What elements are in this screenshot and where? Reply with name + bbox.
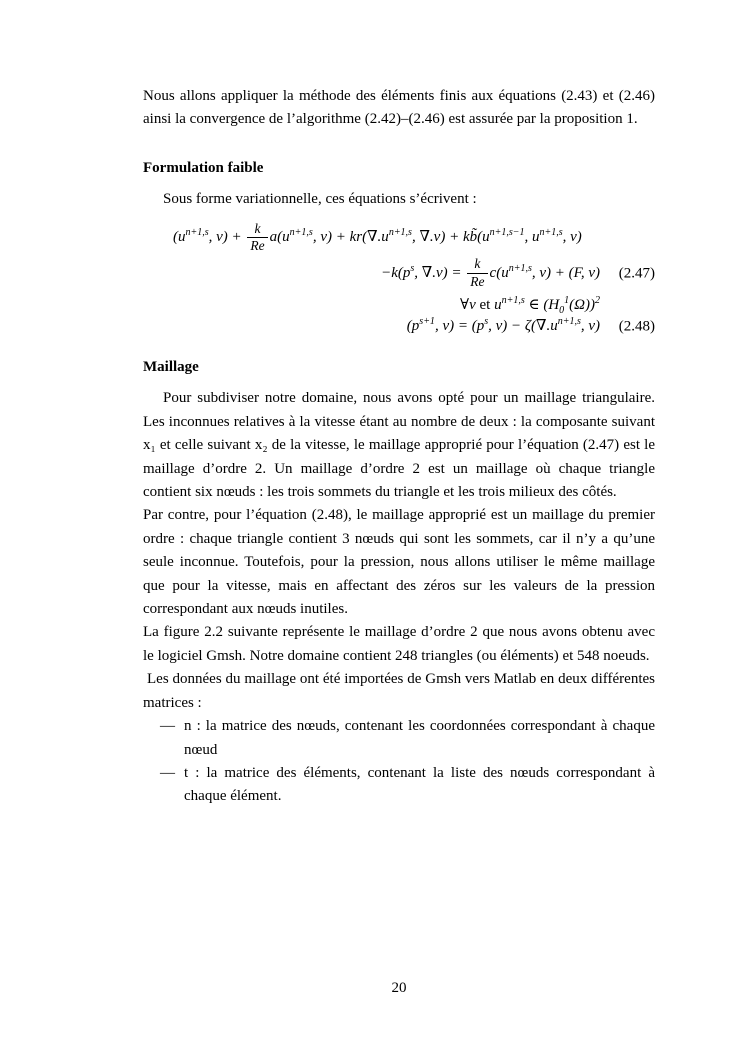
equation-247-line1: ($u^{n+1,s}$, v) + $\frac{k}{Re}$ $a(u^{n+1,s}$, $v) + kr(\nabla.u^{n+1,s}$, $\nabla.v) + kb̃(u^{n+1,s-1}$, $u^{n+1,s}$, v) [173,220,582,254]
maillage-paragraph-4: Les données du maillage ont été importées de Gmsh vers Matlab en deux différentes matrices : [143,671,655,711]
list-item-text: n : la matrice des nœuds, contenant les coordonnées correspondant à chaque nœud [184,718,655,758]
equation-247-line1-row [143,222,655,255]
equation-number-248: (2.48) [618,318,655,334]
list-dash: — [160,718,175,735]
text-column [143,85,655,809]
list-item-n-matrix [143,715,655,762]
equation-constraint-row [143,295,655,314]
section-heading-maillage: Maillage [143,359,199,375]
equation-248: ($p^{s+1}$, $v) = (p^s$, $v) - \zeta(\nabla.u^{n+1,s}$, v) [406,316,600,334]
equation-block [143,222,655,337]
matrices-list [143,715,655,809]
equation-number-247: (2.47) [618,265,655,282]
page-number: 20 [391,980,407,996]
equation-248-row [143,316,655,337]
maillage-paragraph-1: Pour subdiviser notre domaine, nous avons opté pour un maillage triangulaire. Les inconnues relatives à la vitesse étant au nombre de deux : la composante suivant x₁ et celle suivant x₂ de la vitesse, le maillage approprié pour l’équation (2.47) est le maillage d’ordre 2. Un maillage d’ordre 2 est un maillage où chaque triangle contient six nœuds : les trois sommets du triangle et les trois milieux des côtés. [143,390,655,501]
page-footer [143,980,655,997]
equation-constraint: ∀v et $u^{n+1,s}$ ∈ $(H_0^1(\Omega))^2$ [460,295,600,316]
maillage-paragraph-3: La figure 2.2 suivante représente le maillage d’ordre 2 que nous avons obtenu avec le logiciel Gmsh. Notre domaine contient 248 triangles (ou éléments) et 548 noeuds. [143,624,655,664]
list-dash: — [160,764,175,781]
equation-247-line2-row [143,257,655,290]
list-item-text: t : la matrice des éléments, contenant la liste des nœuds correspondant à chaque élément. [184,764,655,805]
equation-247-line2: $-k(p^s$, ∇.v) = $\frac{k}{Re}$ $c(u^{n+1,s}$, v) + (F, v) [381,256,600,290]
maillage-paragraph-2: Par contre, pour l’équation (2.48), le maillage approprié est un maillage du premier ordre : chaque triangle contient 3 nœuds qui sont les sommets, car il n’y a qu’une seule inconnue. Toutefois, pour la pression, nous allons utiliser le même maillage que pour la vitesse, mais en affectant des zéros sur les valeurs de la pression correspondant aux nœuds inutiles. [143,507,655,618]
list-item-t-matrix [143,762,655,809]
intro-paragraph: Nous allons appliquer la méthode des éléments finis aux équations (2.43) et (2.46) ainsi la convergence de l’algorithme (2.42)–(2.46) est assurée par la proposition 1. [143,88,655,128]
section-heading-formulation-faible: Formulation faible [143,159,264,176]
formulation-lead-sentence: Sous forme variationnelle, ces équations s’écrivent : [163,191,477,208]
